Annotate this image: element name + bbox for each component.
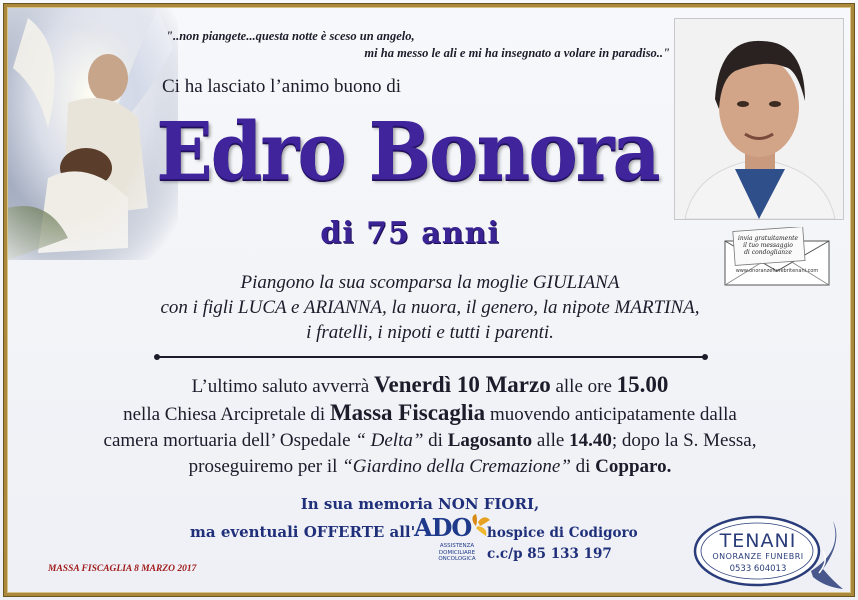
ado-sub-line: DOMICILIARE [438,549,476,556]
deceased-age: di 75 anni [320,216,500,251]
family-line: Piangono la sua scomparsa la moglie GIULIANA [240,272,620,293]
envelope-url[interactable]: www.onoranzefunebritenani.com [735,268,819,274]
quote-line-2: mi ha messo le ali e mi ha insegnato a volare in paradiso.." [364,46,670,60]
epigraph-quote [160,28,670,62]
funeral-line-2 [40,400,820,428]
ado-sub-line: ONCOLOGICA [438,556,476,562]
ado-name: ADO [414,513,472,542]
funeral-place: Massa Fiscaglia [329,400,486,425]
hospital-town: Lagosanto [447,430,533,451]
ado-sub-line: ASSISTENZA [439,543,475,549]
text-segment: di [423,430,448,451]
divider-line [157,356,705,358]
text-segment: camera mortuaria dell’ Ospedale [103,430,356,451]
envelope-line: il tuo messaggio [743,242,793,249]
funeral-line-1 [40,372,820,400]
ado-subtitle [426,543,488,563]
envelope-caption [733,235,803,256]
text-segment: nella Chiesa Arcipretale di [123,404,330,425]
text-segment: alle [532,430,570,451]
offerte-note: ma eventuali OFFERTE all' [190,523,416,541]
family-line: con i figli LUCA e ARIANNA, la nuora, il genero, la nipote MARTINA, [160,297,700,318]
envelope-line: invia gratuitamente [737,235,799,242]
text-segment: alle ore [550,376,617,397]
text-segment: L’ultimo saluto avverrà [191,376,374,397]
cremation-town: Copparo. [595,456,672,477]
tenani-phone: 0533 604013 [729,564,787,574]
cremation-garden: “Giardino della Cremazione” [342,456,571,477]
funeral-line-4 [40,454,820,480]
family-announcement [60,270,800,345]
text-segment: proseguiremo per il [188,456,343,477]
envelope-line: di condoglianze [744,249,792,256]
tenani-name: TENANI [719,530,797,552]
hospital-name: “ Delta” [355,430,424,451]
footer-date: MASSA FISCAGLIA 8 MARZO 2017 [48,564,197,574]
quote-line-1: "..non piangete...questa notte è sceso un angelo, [166,29,415,43]
text-segment: di [570,456,596,477]
memoria-note: In sua memoria NON FIORI, [300,495,540,513]
funeral-line-3 [40,428,820,454]
funeral-date: Venerdì 10 Marzo [373,372,551,397]
portrait-photo [674,18,844,220]
text-segment: muovendo anticipatamente dalla [485,404,737,425]
text-segment: ; dopo la S. Messa, [611,430,757,451]
departure-time: 14.40 [569,430,612,451]
deceased-name: Edro Bonora [156,105,659,199]
funeral-details [40,372,820,480]
postal-account: c.c/p 85 133 197 [487,546,612,562]
funeral-time: 15.00 [616,372,669,397]
family-line: i fratelli, i nipoti e tutti i parenti. [306,322,554,343]
tenani-subtitle: ONORANZE FUNEBRI [712,552,804,561]
hospice-name: hospice di Codigoro [487,525,638,541]
intro-text: Ci ha lasciato l’animo buono di [162,76,402,97]
